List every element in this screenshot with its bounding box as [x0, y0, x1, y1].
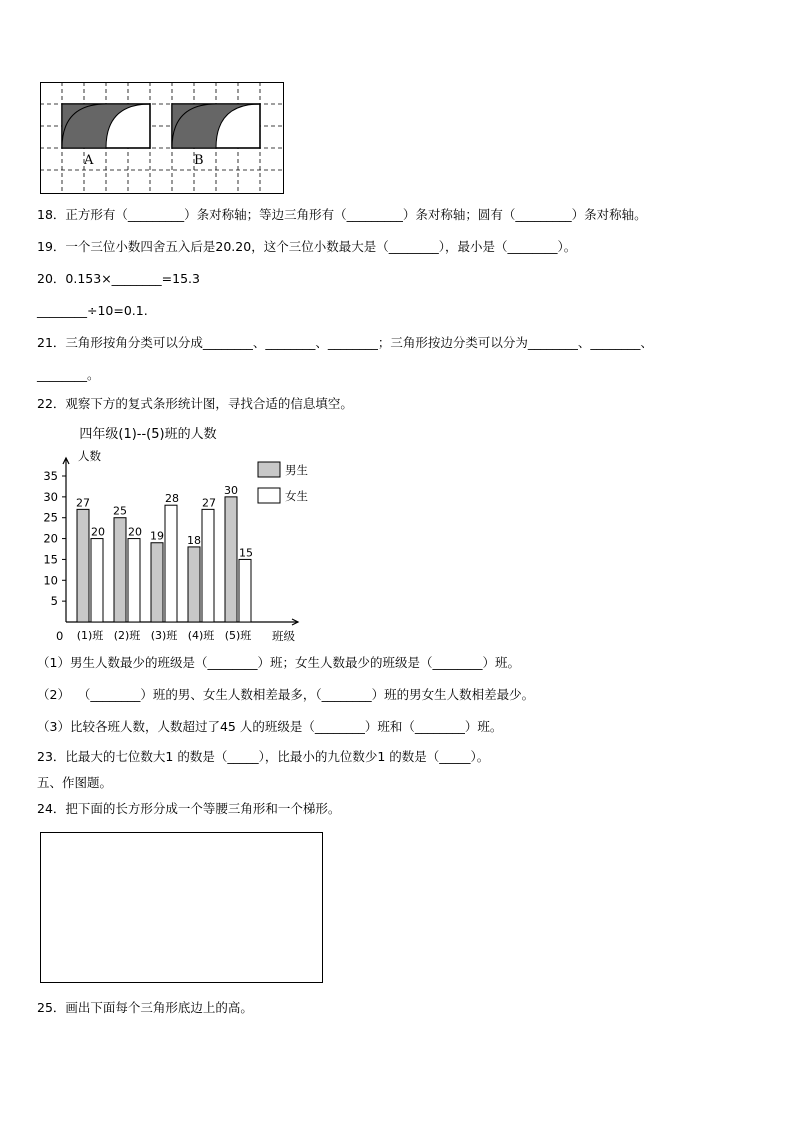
y-tick-label: 25	[43, 510, 58, 525]
label-a: A	[84, 153, 94, 168]
y-tick-label: 30	[43, 489, 58, 504]
category-label: (4)班	[187, 629, 215, 642]
y-tick-label: 5	[50, 594, 58, 609]
bar-value-label: 28	[165, 492, 179, 506]
bar-chart	[30, 418, 320, 650]
legend-label: 女生	[285, 489, 308, 503]
bar-value-label: 30	[224, 483, 238, 497]
bar-value-label: 27	[76, 496, 90, 510]
grid-figure	[40, 82, 284, 194]
question-20-line1: 20．0.153×________=15.3	[37, 271, 200, 286]
bar-girls	[128, 539, 140, 622]
bar-boys	[114, 518, 126, 622]
origin-label: 0	[56, 629, 64, 643]
bar-value-label: 25	[113, 504, 127, 518]
question-21-line2: ________。	[37, 367, 100, 382]
question-22-prompt: 22．观察下方的复式条形统计图，寻找合适的信息填空。	[37, 396, 353, 411]
shape-b	[172, 104, 260, 148]
legend-swatch	[258, 488, 280, 503]
question-19: 19．一个三位小数四舍五入后是20.20，这个三位小数最大是（________），最小是（________）。	[37, 239, 577, 254]
bar-value-label: 20	[128, 525, 142, 539]
bar-value-label: 20	[91, 525, 105, 539]
question-20-line2: ________÷10=0.1.	[37, 303, 148, 318]
y-tick-label: 10	[43, 573, 58, 588]
x-axis-label: 班级	[272, 629, 295, 643]
rectangle-drawing-area	[40, 832, 323, 983]
bar-girls	[202, 509, 214, 622]
question-24: 24．把下面的长方形分成一个等腰三角形和一个梯形。	[37, 801, 341, 816]
legend-swatch	[258, 462, 280, 477]
legend-label: 男生	[285, 463, 308, 477]
section-5-title: 五、作图题。	[37, 775, 113, 790]
category-label: (3)班	[150, 629, 178, 642]
question-22-sub3: （3）比较各班人数，人数超过了45 人的班级是（________）班和（________）班。	[37, 719, 503, 734]
bar-girls	[239, 559, 251, 622]
question-25: 25．画出下面每个三角形底边上的高。	[37, 1000, 253, 1015]
y-tick-label: 20	[43, 531, 58, 546]
bar-boys	[77, 509, 89, 622]
y-tick-label: 35	[43, 469, 58, 483]
y-axis-label: 人数	[78, 449, 101, 463]
bar-boys	[188, 547, 200, 622]
question-18: 18．正方形有（_________）条对称轴；等边三角形有（_________）条对称轴；圆有（_________）条对称轴。	[37, 207, 647, 222]
bar-girls	[165, 505, 177, 622]
bar-boys	[225, 497, 237, 622]
category-label: (2)班	[113, 629, 141, 642]
bar-value-label: 15	[239, 546, 253, 560]
shape-a	[62, 104, 150, 148]
bar-value-label: 27	[202, 496, 216, 510]
bar-girls	[91, 539, 103, 622]
question-22-sub1: （1）男生人数最少的班级是（________）班；女生人数最少的班级是（________）班。	[37, 655, 520, 670]
question-21-line1: 21．三角形按角分类可以分成________、________、________；三角形按边分类可以分为________、________、	[37, 335, 653, 350]
category-label: (5)班	[224, 629, 252, 642]
y-tick-label: 15	[43, 552, 58, 567]
bar-value-label: 18	[187, 533, 201, 547]
label-b: B	[194, 153, 204, 168]
chart-title: 四年级(1)--(5)班的人数	[79, 427, 217, 442]
question-23: 23．比最大的七位数大1 的数是（_____），比最小的九位数少1 的数是（_____）。	[37, 749, 490, 764]
category-label: (1)班	[76, 629, 104, 642]
question-22-sub2: （2） （________）班的男、女生人数相差最多，（________）班的男女生人数相差最少。	[37, 687, 535, 702]
bar-boys	[151, 543, 163, 622]
bar-value-label: 19	[150, 529, 164, 543]
